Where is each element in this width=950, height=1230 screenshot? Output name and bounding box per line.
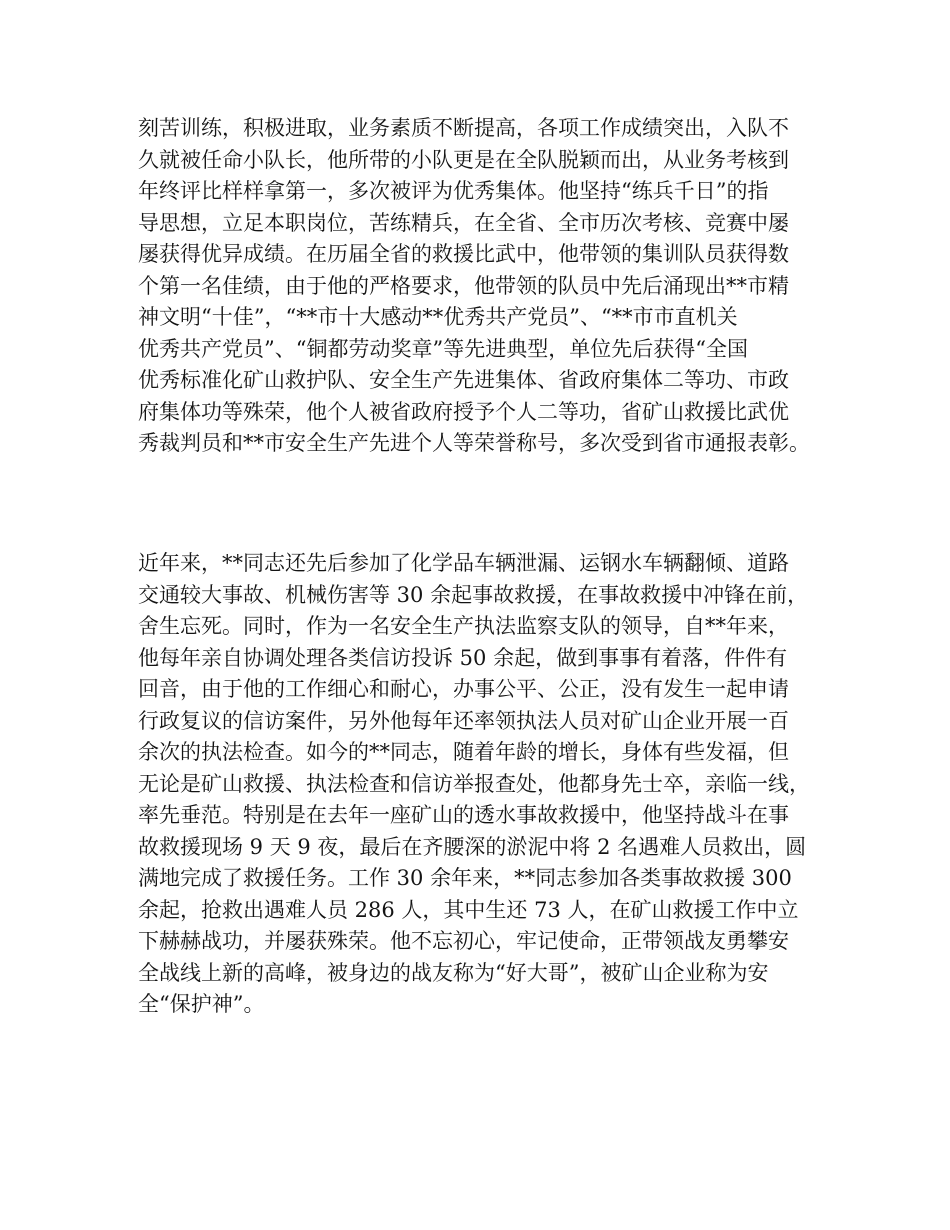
paragraph-line: 故救援现场 9 天 9 夜，最后在齐腰深的淤泥中将 2 名遇难人员救出，圆 (138, 834, 807, 859)
paragraph-line: 优秀共产党员”、“铜都劳动奖章”等先进典型，单位先后获得“全国 (138, 336, 748, 361)
paragraph-line: 近年来，**同志还先后参加了化学品车辆泄漏、运钢水车辆翻倾、道路 (138, 551, 789, 575)
paragraph-line: 久就被任命小队长，他所带的小队更是在全队脱颖而出，从业务考核到 (138, 147, 789, 172)
paragraph-line: 他每年亲自协调处理各类信访投诉 50 余起，做到事事有着落，件件有 (138, 645, 788, 670)
paragraph-line: 率先垂范。特别是在去年一座矿山的透水事故救援中，他坚持战斗在事 (138, 803, 789, 827)
paragraph-line: 全“保护神”。 (138, 992, 265, 1016)
paragraph-line: 舍生忘死。同时，作为一名安全生产执法监察支队的领导，自**年来， (138, 614, 789, 638)
paragraph-line: 个第一名佳绩，由于他的严格要求，他带领的队员中先后涌现出**市精 (138, 273, 789, 298)
paragraph-line: 屡获得优异成绩。在历届全省的救援比武中，他带领的集训队员获得数 (138, 242, 789, 266)
paragraph-2 (138, 548, 828, 1021)
paragraph-line: 回音，由于他的工作细心和耐心，办事公平、公正，没有发生一起申请 (138, 677, 789, 701)
paragraph-line: 全战线上新的高峰，被身边的战友称为“好大哥”，被矿山企业称为安 (138, 960, 769, 985)
paragraph-line: 秀裁判员和**市安全生产先进个人等荣誉称号，多次受到省市通报表彰。 (138, 431, 810, 455)
paragraph-line: 余起，抢救出遇难人员 286 人，其中生还 73 人，在矿山救援工作中立 (138, 897, 799, 922)
paragraph-line: 余次的执法检查。如今的**同志，随着年龄的增长，身体有些发福，但 (138, 740, 789, 764)
paragraph-line: 年终评比样样拿第一，多次被评为优秀集体。他坚持“练兵千日”的指 (138, 179, 769, 203)
paragraph-line: 行政复议的信访案件，另外他每年还率领执法人员对矿山企业开展一百 (138, 708, 789, 733)
paragraph-line: 神文明“十佳”，“**市十大感动**优秀共产党员”、“**市市直机关 (138, 305, 738, 329)
paragraph-1 (138, 113, 828, 460)
paragraph-line: 无论是矿山救援、执法检查和信访举报查处，他都身先士卒，亲临一线， (138, 771, 810, 796)
paragraph-line: 优秀标准化矿山救护队、安全生产先进集体、省政府集体二等功、市政 (138, 368, 789, 392)
paragraph-line: 府集体功等殊荣，他个人被省政府授予个人二等功，省矿山救援比武优 (138, 399, 789, 424)
paragraph-line: 刻苦训练，积极进取，业务素质不断提高，各项工作成绩突出，入队不 (138, 116, 789, 140)
paragraph-line: 下赫赫战功，并屡获殊荣。他不忘初心，牢记使命，正带领战友勇攀安 (138, 929, 789, 953)
paragraph-line: 交通较大事故、机械伤害等 30 余起事故救援，在事故救援中冲锋在前， (138, 582, 809, 607)
paragraph-line: 导思想，立足本职岗位，苦练精兵，在全省、全市历次考核、竞赛中屡 (138, 210, 789, 235)
paragraph-line: 满地完成了救援任务。工作 30 余年来，**同志参加各类事故救援 300 (138, 866, 792, 890)
